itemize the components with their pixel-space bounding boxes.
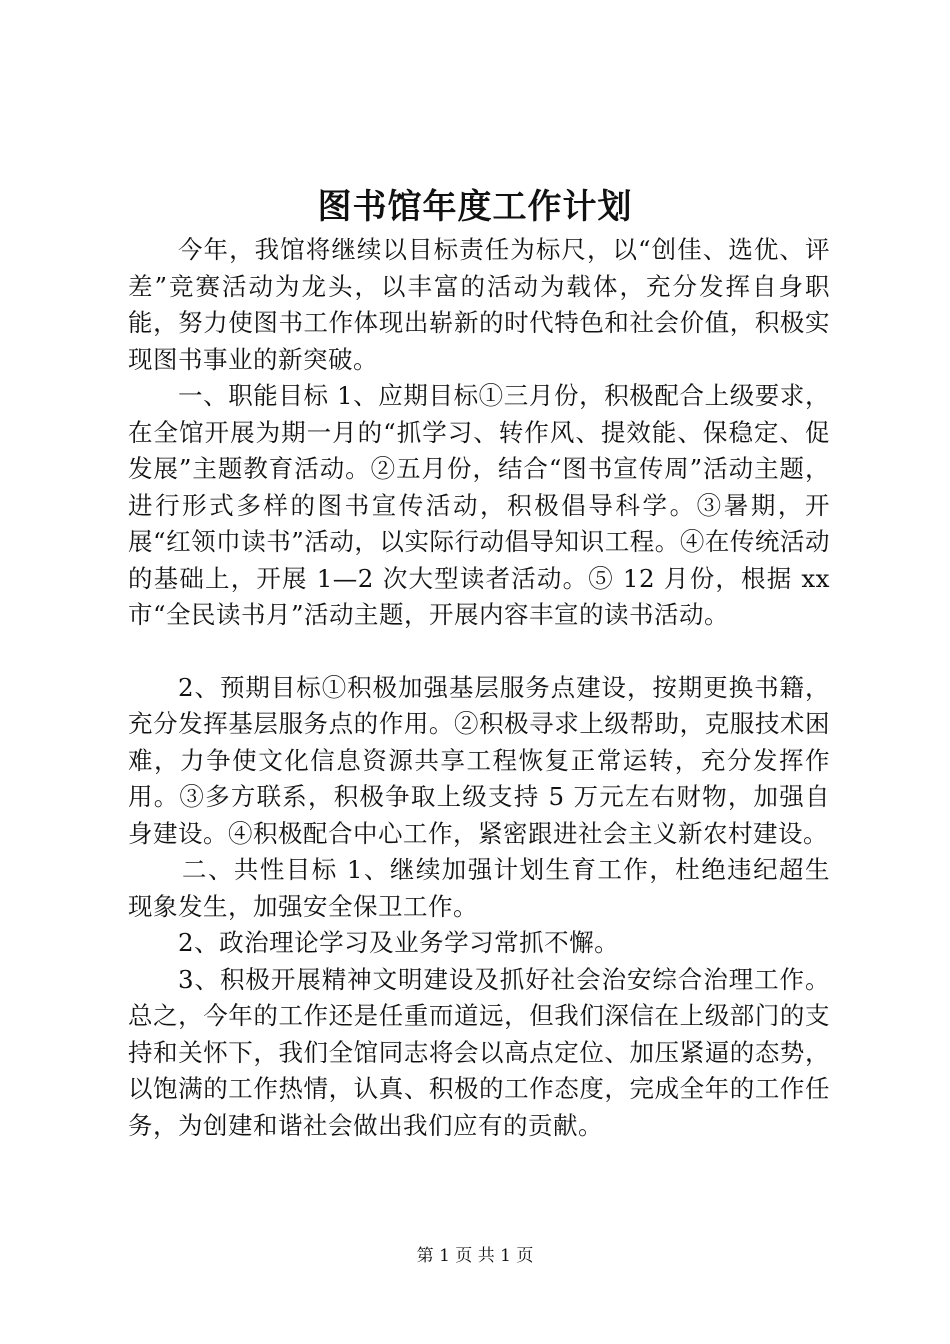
paragraph-spacer xyxy=(128,634,830,670)
document-body xyxy=(128,232,830,1144)
page-footer: 第 1 页 共 1 页 xyxy=(416,1246,534,1266)
paragraph-study: 2、政治理论学习及业务学习常抓不懈。 xyxy=(178,928,620,957)
paragraph-intro: 今年，我馆将继续以目标责任为标尺，以“创佳、选优、评差”竞赛活动为龙头，以丰富的活动为载体，充分发挥自身职能，努力使图书工作体现出崭新的时代特色和社会价值，积极实现图书事业的新突破。 xyxy=(128,235,830,374)
paragraph-common-goals: 二、共性目标 1、继续加强计划生育工作，杜绝违纪超生现象发生，加强安全保卫工作。 xyxy=(128,855,830,921)
paragraph-conclusion: 3、积极开展精神文明建设及抓好社会治安综合治理工作。总之，今年的工作还是任重而道远，但我们深信在上级部门的支持和关怀下，我们全馆同志将会以高点定位、加压紧逼的态势，以饱满的工作热情，认真、积极的工作态度，完成全年的工作任务，为创建和谐社会做出我们应有的贡献。 xyxy=(128,964,830,1140)
document-title: 图书馆年度工作计划 xyxy=(317,187,633,227)
paragraph-expected-goals: 2、预期目标①积极加强基层服务点建设，按期更换书籍，充分发挥基层服务点的作用。②积极寻求上级帮助，克服技术困难，力争使文化信息资源共享工程恢复正常运转，充分发挥作用。③多方联系，积极争取上级支持 5 万元左右财物，加强自身建设。④积极配合中心工作，紧密跟进社会主义新农村建设。 xyxy=(128,672,830,848)
paragraph-functional-goals: 一、职能目标 1、应期目标①三月份，积极配合上级要求，在全馆开展为期一月的“抓学习、转作风、提效能、保稳定、促发展”主题教育活动。②五月份，结合“图书宣传周”活动主题，进行形式多样的图书宣传活动，积极倡导科学。③暑期，开展“红领巾读书”活动，以实际行动倡导知识工程。④在传统活动的基础上，开展 1—2 次大型读者活动。⑤ 12 月份，根据 xx 市“全民读书月”活动主题，开展内容丰宣的读书活动。 xyxy=(128,381,830,629)
